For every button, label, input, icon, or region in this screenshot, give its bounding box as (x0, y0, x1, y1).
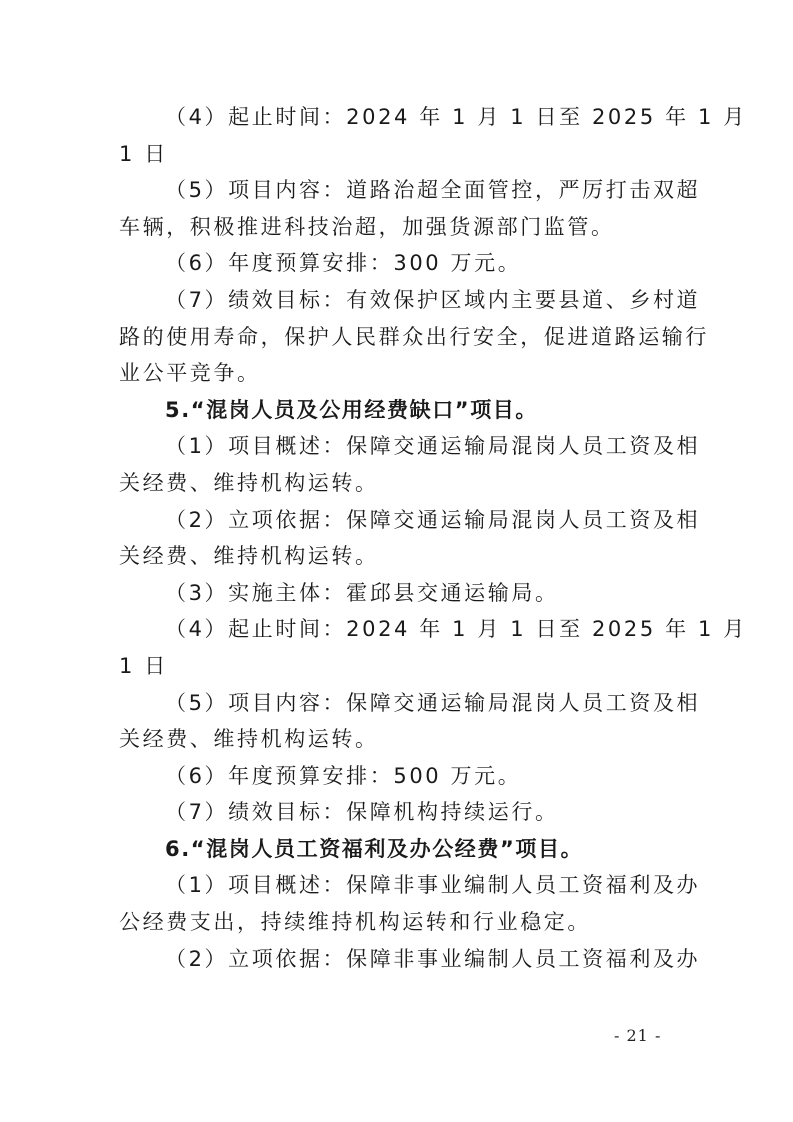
text-line: （2）立项依据：保障交通运输局混岗人员工资及相 (165, 507, 701, 532)
text-line: 关经费、维持机构运转。 (119, 727, 379, 752)
page-number: - 21 - (614, 1026, 662, 1045)
text-line: （4）起止时间：2024 年 1 月 1 日至 2025 年 1 月 (165, 105, 747, 129)
text-line: （4）起止时间：2024 年 1 月 1 日至 2025 年 1 月 (165, 617, 747, 642)
section-heading: 5.“混岗人员及公用经费缺口”项目。 (165, 397, 538, 422)
text-line: 公经费支出，持续维持机构运转和行业稳定。 (119, 910, 591, 935)
text-line: （6）年度预算安排：500 万元。 (165, 763, 522, 788)
text-line: （3）实施主体：霍邱县交通运输局。 (165, 580, 559, 605)
text-line: （7）绩效目标：保障机构持续运行。 (165, 800, 559, 825)
section-heading: 6.“混岗人员工资福利及办公经费”项目。 (165, 836, 584, 861)
text-line: 车辆，积极推进科技治超，加强货源部门监管。 (119, 214, 615, 239)
text-line: （7）绩效目标：有效保护区域内主要县道、乡村道 (165, 287, 701, 312)
text-line: 关经费、维持机构运转。 (119, 470, 379, 495)
text-line: （2）立项依据：保障非事业编制人员工资福利及办 (165, 946, 701, 971)
text-line: 关经费、维持机构运转。 (119, 544, 379, 569)
text-line: 路的使用寿命，保护人民群众出行安全，促进道路运输行 (119, 324, 709, 349)
text-line: （5）项目内容：道路治超全面管控，严厉打击双超 (165, 178, 701, 203)
text-line: 1 日 (119, 141, 168, 166)
text-line: （5）项目内容：保障交通运输局混岗人员工资及相 (165, 690, 701, 715)
text-line: 业公平竞争。 (119, 361, 261, 386)
document-body (119, 99, 747, 977)
text-line: 1 日 (119, 653, 168, 678)
text-line: （1）项目概述：保障交通运输局混岗人员工资及相 (165, 434, 701, 459)
text-line: （6）年度预算安排：300 万元。 (165, 251, 522, 276)
text-line: （1）项目概述：保障非事业编制人员工资福利及办 (165, 873, 701, 898)
